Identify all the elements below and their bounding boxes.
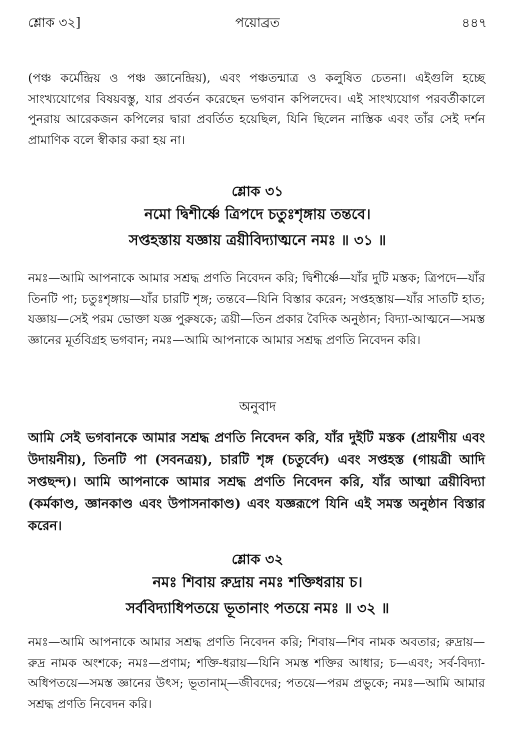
verse31-translation: আমি সেই ভগবানকে আমার সশ্রদ্ধ প্রণতি নিবেদন করি, যাঁর দুইটি মস্তক (প্রায়ণীয় এবং উদায়নীয়), তিনটি পা (সবনত্রয়), চারটি শৃঙ্গ (চতুর্বেদ) এবং সপ্তহস্ত (গায়ত্রী আদি সপ্তছন্দ)। আমি আপনাকে আমার সশ্রদ্ধ প্রণতি নিবেদন করি, যাঁর আত্মা ত্রয়ীবিদ্যা (কর্মকাণ্ড, জ্ঞানকাণ্ড এবং উপাসনাকাণ্ড) এবং যজ্ঞরূপে যিনি এই সমস্ত অনুষ্ঠান বিস্তার করেন।	[28, 431, 485, 534]
header-verse-ref: শ্লোক ৩২]	[28, 16, 81, 31]
verse32-line1: নমঃ শিবায় রুদ্রায় নমঃ শক্তিধরায় চ।	[152, 574, 363, 591]
header-chapter-title: পয়োব্রত	[235, 16, 280, 31]
header-page-number: ৪৪৭	[461, 16, 487, 31]
verse31-synonyms: নমঃ—আমি আপনাকে আমার সশ্রদ্ধ প্রণতি নিবেদন করি; দ্বিশীর্ষ্ণে—যাঁর দুটি মস্তক; ত্রিপদে—যাঁর তিনটি পা; চতুঃশৃঙ্গায়—যাঁর চারটি শৃঙ্গ; তন্তবে—যিনি বিস্তার করেন; সপ্তহস্তায়—যাঁর সাতটি হাত; যজ্ঞায়—সেই পরম ভোক্তা যজ্ঞ পুরুষকে; ত্রয়ী—তিন প্রকার বৈদিক অনুষ্ঠান; বিদ্যা-আত্মনে—সমস্ত জ্ঞানের মূর্তবিগ্রহ ভগবান; নমঃ—আমি আপনাকে আমার সশ্রদ্ধ প্রণতি নিবেদন করি।	[28, 271, 485, 347]
verse31-line2: সপ্তহস্তায় যজ্ঞায় ত্রয়ীবিদ্যাত্মনে নমঃ ॥ ৩১ ॥	[128, 232, 387, 249]
verse32-title: শ্লোক ৩২	[231, 552, 284, 568]
verse31-translation-heading: অনুবাদ	[239, 400, 276, 415]
intro-paragraph: (পঞ্চ কর্মেন্দ্রিয় ও পঞ্চ জ্ঞানেন্দ্রিয়), এবং পঞ্চতন্মাত্র ও কলুষিত চেতনা। এইগুলি হচ্ছে সাংখ্যযোগের বিষয়বস্তু, যার প্রবর্তন করেছেন ভগবান কপিলদেব। এই সাংখ্যযোগ পরবর্তীকালে পুনরায় আরেকজন কপিলের দ্বারা প্রবর্তিত হয়েছিল, যিনি ছিলেন নাস্তিক এবং তাঁর সেই দর্শন প্রামাণিক বলে স্বীকার করা হয় না।	[28, 71, 485, 147]
running-header	[28, 14, 487, 36]
verse31-title: শ্লোক ৩১	[231, 184, 284, 200]
verse32-synonyms: নমঃ—আমি আপনাকে আমার সশ্রদ্ধ প্রণতি নিবেদন করি; শিবায়—শিব নামক অবতার; রুদ্রায়—রুদ্র নামক অংশকে; নমঃ—প্রণাম; শক্তি-ধরায়—যিনি সমস্ত শক্তির আধার; চ—এবং; সর্ব-বিদ্যা-অধিপতয়ে—সমস্ত জ্ঞানের উৎস; ভূতানাম্—জীবদের; পতয়ে—পরম প্রভুকে; নমঃ—আমি আমার সশ্রদ্ধ প্রণতি নিবেদন করি।	[28, 635, 485, 711]
verse32-line2: সর্ববিদ্যাধিপতয়ে ভূতানাং পতয়ে নমঃ ॥ ৩২ ॥	[125, 600, 390, 617]
verse31-line1: নমো দ্বিশীর্ষ্ণে ত্রিপদে চতুঃশৃঙ্গায় তন্তবে।	[144, 206, 371, 223]
